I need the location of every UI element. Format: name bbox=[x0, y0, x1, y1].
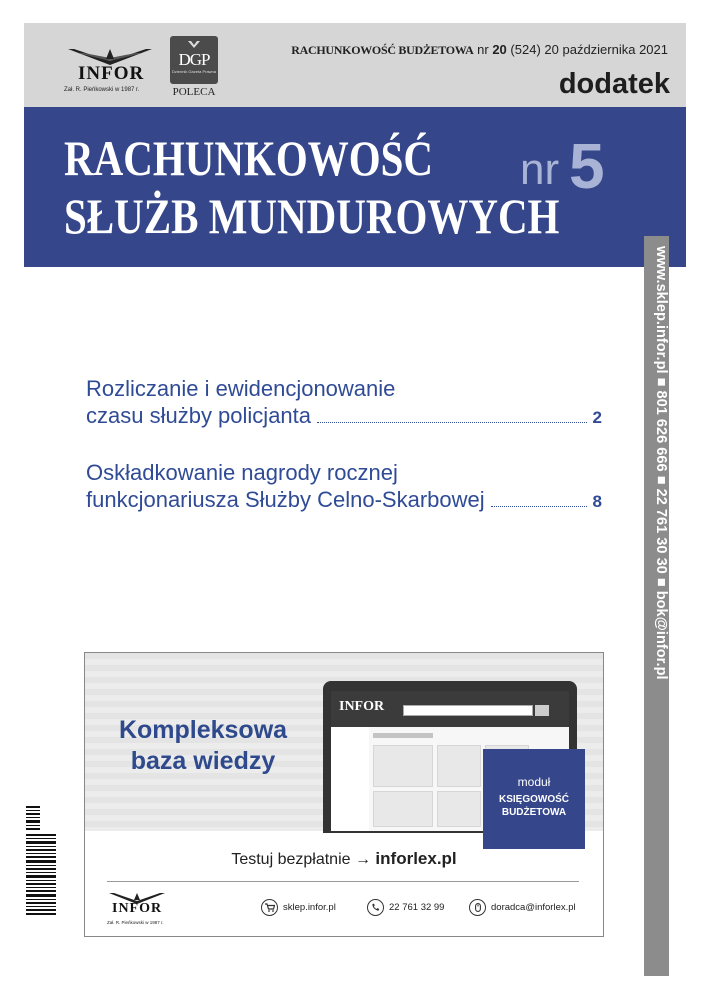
infor-logo bbox=[64, 45, 156, 99]
issue-date: 20 października 2021 bbox=[544, 42, 668, 57]
title-nr-prefix: nr bbox=[520, 145, 560, 194]
toc-entry-title-line2: czasu służby policjanta bbox=[86, 403, 312, 428]
ad-cta-text: Testuj bezpłatnie → bbox=[231, 851, 371, 868]
screen-logo: INFOR bbox=[339, 699, 385, 714]
contact-shop-text: sklep.infor.pl bbox=[283, 902, 336, 913]
issue-info bbox=[291, 42, 668, 58]
ad-infor-wordmark: INFOR bbox=[112, 901, 163, 916]
issue-number: 20 bbox=[492, 42, 507, 57]
dgp-endorsement: POLECA bbox=[172, 86, 216, 98]
contact-email[interactable] bbox=[469, 899, 576, 916]
screen-sidebar bbox=[331, 727, 369, 831]
screen-tile bbox=[437, 791, 481, 827]
dgp-subtitle: Dziennik Gazeta Prawna bbox=[171, 69, 217, 74]
inforlex-advertisement[interactable] bbox=[84, 652, 604, 937]
issue-nr-prefix: nr bbox=[477, 42, 489, 57]
screen-search-field bbox=[403, 705, 533, 716]
infor-wordmark: INFOR bbox=[78, 63, 145, 84]
toc-dot-leader bbox=[317, 408, 587, 423]
ad-headline-line1: Kompleksowa bbox=[118, 716, 288, 744]
issue-sequence: (524) bbox=[510, 42, 541, 57]
mouse-icon bbox=[469, 899, 486, 916]
screen-line bbox=[373, 733, 433, 738]
toc-entry-title-line1: Oskładkowanie nagrody rocznej bbox=[86, 460, 398, 485]
toc-entry-title-line2: funkcjonariusza Służby Celno-Skarbowej bbox=[86, 487, 485, 512]
ad-divider bbox=[107, 881, 579, 882]
toc-entry-page: 8 bbox=[592, 492, 602, 511]
title-nr-number: 5 bbox=[569, 130, 605, 202]
module-badge bbox=[483, 749, 585, 849]
contact-strip bbox=[644, 236, 669, 976]
ad-cta[interactable] bbox=[85, 849, 603, 869]
phone-icon bbox=[367, 899, 384, 916]
module-name-line2: BUDŻETOWA bbox=[501, 807, 567, 818]
screen-header bbox=[331, 691, 569, 727]
toc-dot-leader bbox=[491, 492, 587, 507]
screen-tile bbox=[373, 745, 433, 787]
ad-headline-line2: baza wiedzy bbox=[130, 747, 276, 775]
contact-phone-text: 22 761 32 99 bbox=[389, 902, 445, 913]
contact-shop[interactable] bbox=[261, 899, 336, 916]
module-label: moduł bbox=[517, 775, 551, 789]
dgp-logo bbox=[170, 36, 218, 84]
toc-entry-page: 2 bbox=[592, 408, 602, 427]
ad-cta-link[interactable]: inforlex.pl bbox=[375, 849, 457, 868]
toc-entry-row bbox=[86, 487, 602, 513]
toc-entry-row bbox=[86, 403, 602, 429]
publication-name: RACHUNKOWOŚĆ BUDŻETOWA bbox=[291, 43, 474, 57]
toc-entry-title-line1: Rozliczanie i ewidencjonowanie bbox=[86, 376, 396, 401]
title-line-2: SŁUŻB MUNDUROWYCH bbox=[64, 188, 560, 244]
ad-headline bbox=[103, 715, 303, 777]
title-banner bbox=[24, 107, 686, 267]
screen-tile bbox=[373, 791, 433, 827]
dgp-wordmark: DGP bbox=[178, 50, 210, 69]
toc-entry[interactable] bbox=[86, 458, 606, 513]
eagle-icon bbox=[187, 39, 201, 49]
toc-entry[interactable] bbox=[86, 374, 606, 429]
supplement-label: dodatek bbox=[558, 68, 670, 100]
ad-infor-tagline: Zał. R. Pieńkowski w 1987 r. bbox=[107, 920, 164, 925]
cart-icon bbox=[261, 899, 278, 916]
module-name bbox=[483, 793, 585, 819]
contact-phone[interactable] bbox=[367, 899, 444, 916]
contact-strip-text: www.sklep.infor.pl ■ 801 626 666 ■ 22 761 30 30 ■ bok@infor.pl bbox=[653, 246, 669, 680]
contact-email-text: doradca@inforlex.pl bbox=[491, 902, 576, 913]
infor-tagline: Zał. R. Pieńkowski w 1987 r. bbox=[64, 87, 140, 93]
title-line-1: RACHUNKOWOŚĆ bbox=[64, 130, 434, 186]
ad-infor-logo bbox=[107, 891, 167, 925]
module-name-line1: KSIĘGOWOŚĆ bbox=[498, 794, 569, 805]
screen-search-button bbox=[535, 705, 549, 716]
barcode bbox=[24, 806, 60, 916]
screen-tile bbox=[437, 745, 481, 787]
masthead-bar bbox=[24, 23, 686, 107]
